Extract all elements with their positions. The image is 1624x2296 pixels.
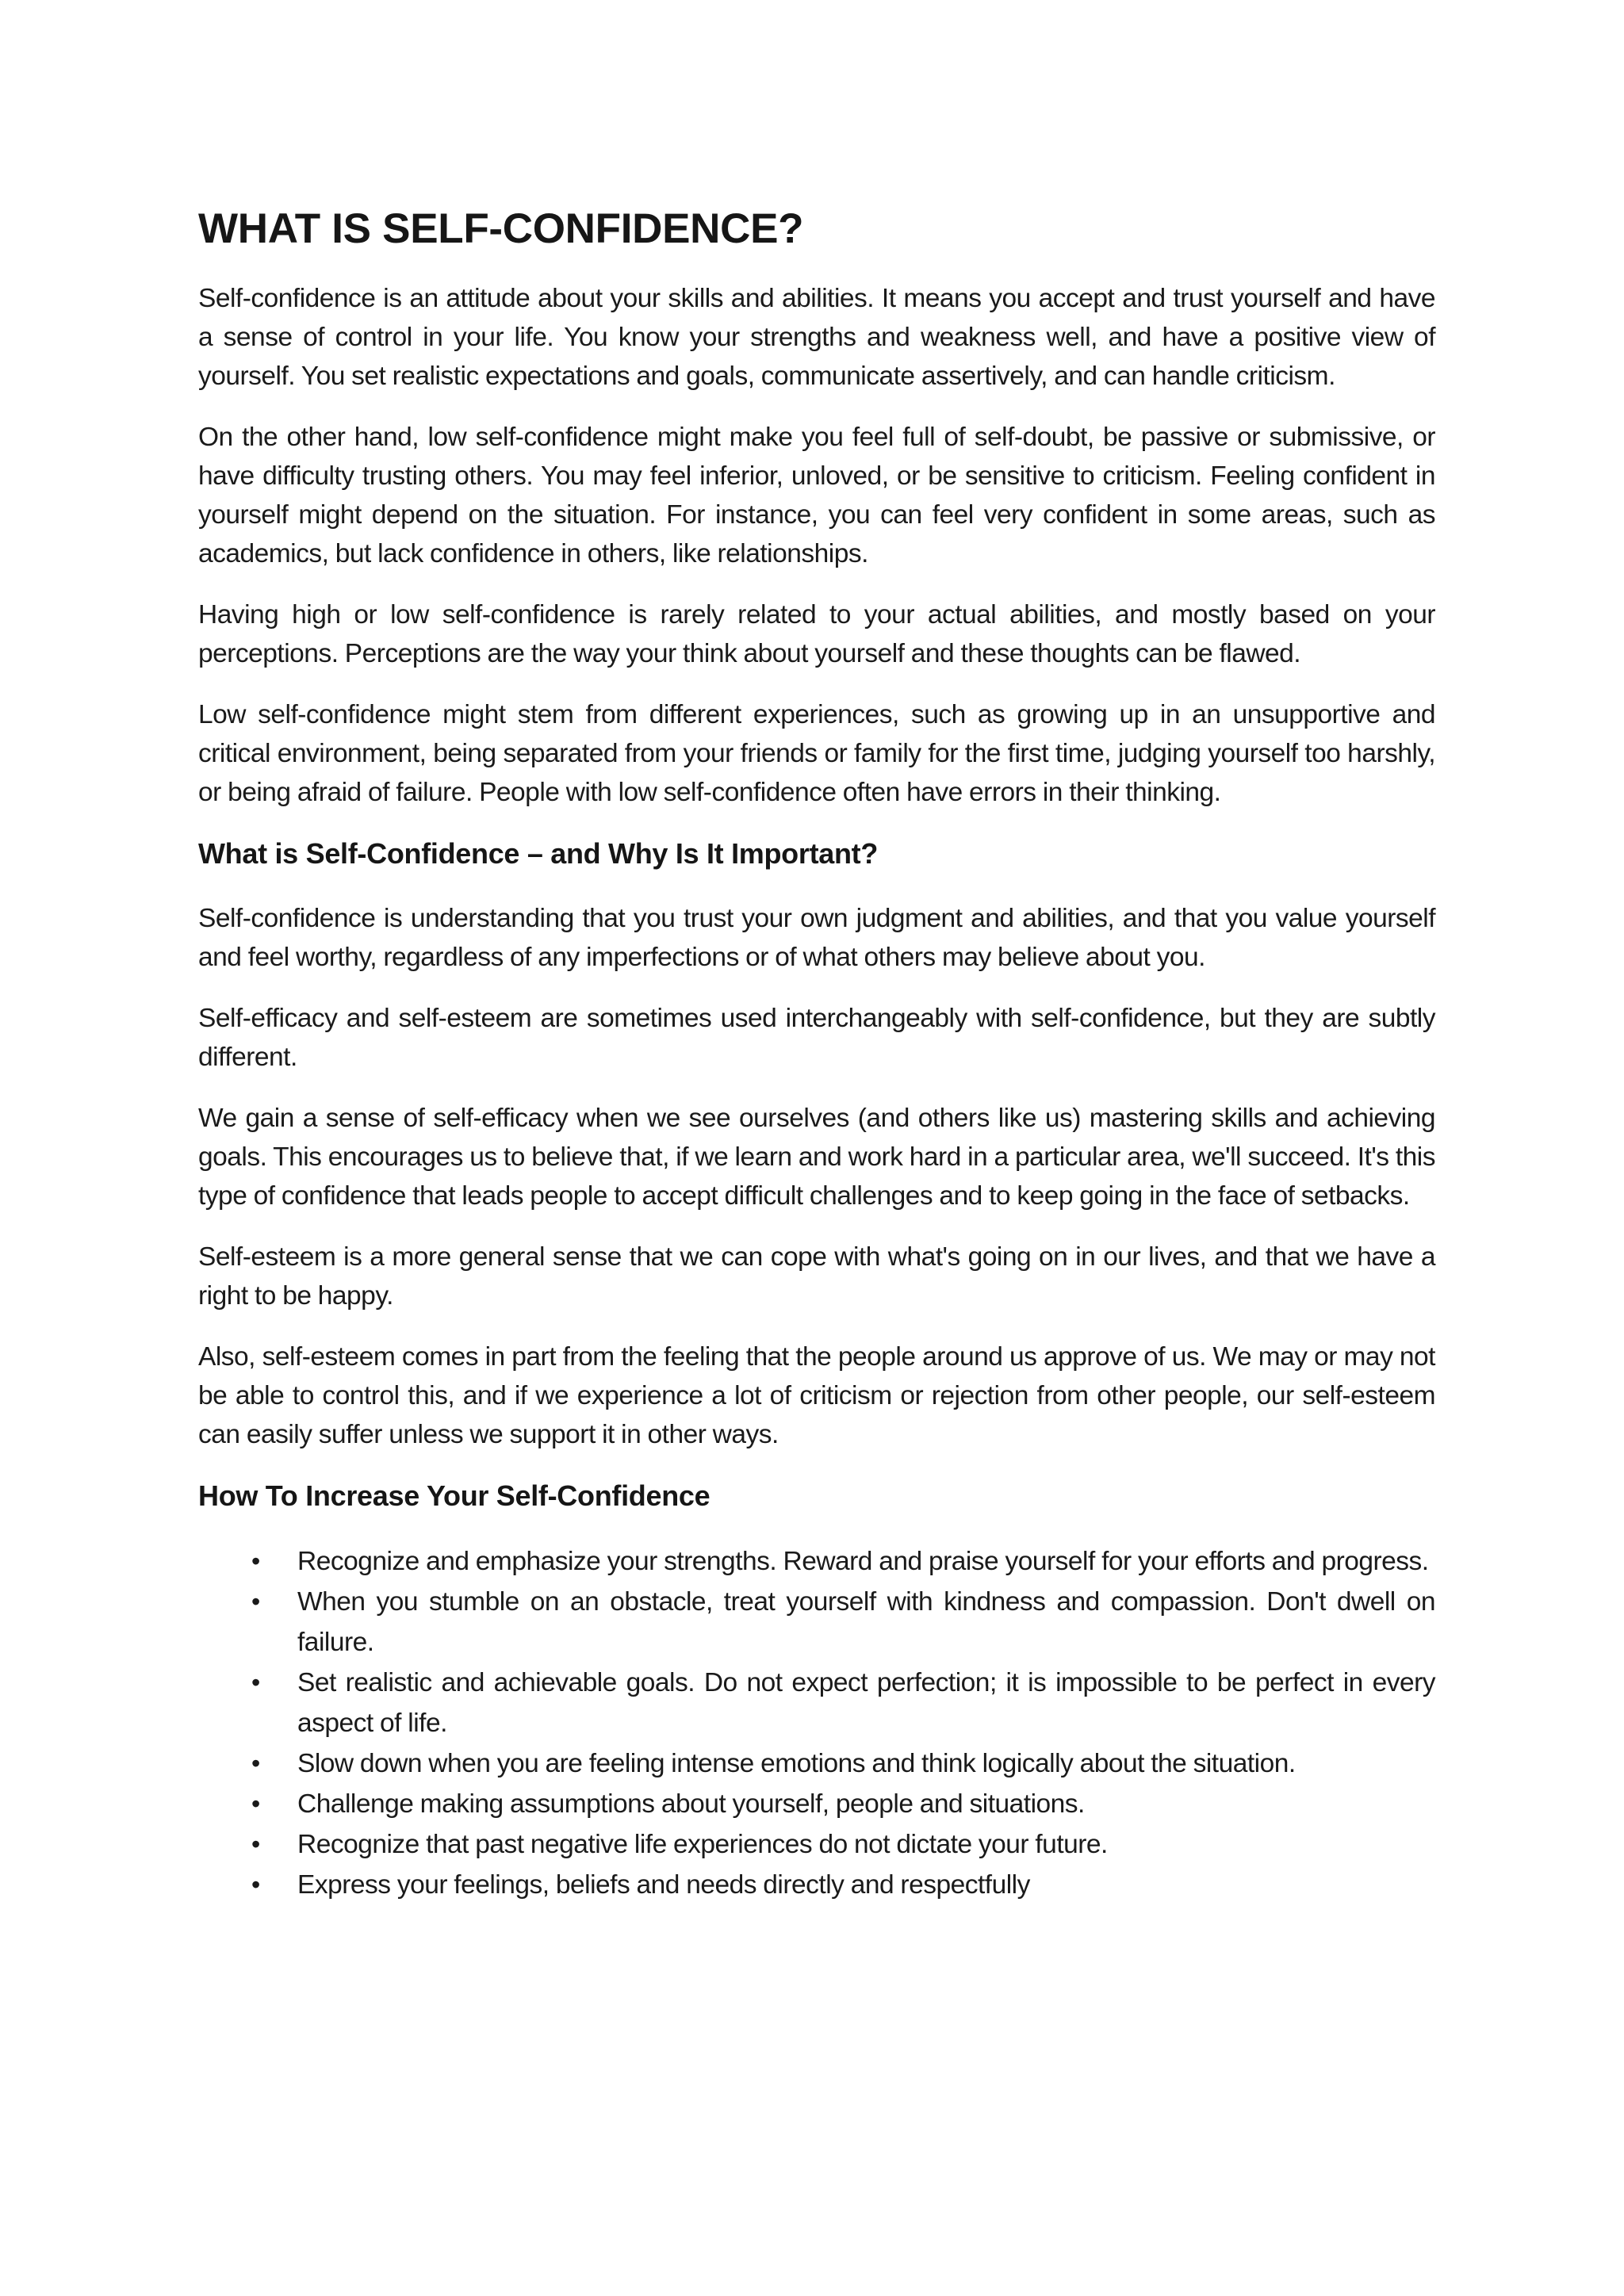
list-item-text: Recognize and emphasize your strengths. Reward and praise yourself for your efforts and progress. <box>297 1547 1429 1576</box>
list-item <box>198 1865 1435 1905</box>
list-item <box>198 1663 1435 1743</box>
bullet-icon: • <box>251 1830 260 1858</box>
intro-paragraph: Having high or low self-confidence is rarely related to your actual abilities, and mostly based on your perceptions. Perceptions are the way your think about yourself and these thoughts can be flawed. <box>198 600 1435 668</box>
list-item-text: Slow down when you are feeling intense emotions and think logically about the situation. <box>297 1749 1296 1778</box>
tips-list <box>198 1541 1435 1905</box>
bullet-icon: • <box>251 1668 260 1697</box>
document-body <box>198 200 1435 1905</box>
section-heading-why-important: What is Self-Confidence – and Why Is It Important? <box>198 837 879 870</box>
section-paragraph: Self-esteem is a more general sense that we can cope with what's going on in our lives, and that we have a right to be happy. <box>198 1242 1435 1311</box>
section-heading-how-to-increase: How To Increase Your Self-Confidence <box>198 1479 710 1512</box>
section-paragraph: Self-confidence is understanding that you trust your own judgment and abilities, and that you value yourself and feel worthy, regardless of any imperfections or of what others may believe about you. <box>198 904 1435 972</box>
list-item-text: Challenge making assumptions about yourself, people and situations. <box>297 1789 1085 1819</box>
bullet-icon: • <box>251 1587 260 1616</box>
bullet-icon: • <box>251 1749 260 1777</box>
section-paragraph: Also, self-esteem comes in part from the feeling that the people around us approve of us. We may or may not be able to control this, and if we experience a lot of criticism or rejection from other people, our self-esteem can easily suffer unless we support it in other ways. <box>198 1342 1435 1449</box>
page-title: WHAT IS SELF-CONFIDENCE? <box>198 205 804 252</box>
list-item-text: When you stumble on an obstacle, treat yourself with kindness and compassion. Don't dwell on failure. <box>297 1587 1435 1657</box>
list-item-text: Set realistic and achievable goals. Do not expect perfection; it is impossible to be perfect in every aspect of life. <box>297 1668 1435 1738</box>
intro-paragraph: Low self-confidence might stem from different experiences, such as growing up in an unsupportive and critical environment, being separated from your friends or family for the first time, judging yourself too harshly, or being afraid of failure. People with low self-confidence often have errors in their thinking. <box>198 700 1435 807</box>
section-paragraph: We gain a sense of self-efficacy when we see ourselves (and others like us) mastering skills and achieving goals. This encourages us to believe that, if we learn and work hard in a particular area, we'll succeed. It's this type of confidence that leads people to accept difficult challenges and to keep going in the face of setbacks. <box>198 1104 1435 1211</box>
section-paragraph: Self-efficacy and self-esteem are sometimes used interchangeably with self-confidence, but they are subtly different. <box>198 1004 1435 1072</box>
intro-paragraph: Self-confidence is an attitude about your skills and abilities. It means you accept and trust yourself and have a sense of control in your life. You know your strengths and weakness well, and have a positive view of yourself. You set realistic expectations and goals, communicate assertively, and can handle criticism. <box>198 284 1435 391</box>
bullet-icon: • <box>251 1870 260 1899</box>
list-item <box>198 1541 1435 1582</box>
intro-paragraph: On the other hand, low self-confidence might make you feel full of self-doubt, be passive or submissive, or have difficulty trusting others. You may feel inferior, unloved, or be sensitive to criticism. Feeling confident in yourself might depend on the situation. For instance, you can feel very confident in some areas, such as academics, but lack confidence in others, like relationships. <box>198 423 1435 568</box>
list-item <box>198 1743 1435 1784</box>
list-item-text: Recognize that past negative life experiences do not dictate your future. <box>297 1830 1108 1859</box>
bullet-icon: • <box>251 1789 260 1818</box>
list-item-text: Express your feelings, beliefs and needs directly and respectfully <box>297 1870 1030 1900</box>
list-item <box>198 1582 1435 1663</box>
bullet-icon: • <box>251 1547 260 1575</box>
list-item <box>198 1824 1435 1865</box>
list-item <box>198 1784 1435 1824</box>
